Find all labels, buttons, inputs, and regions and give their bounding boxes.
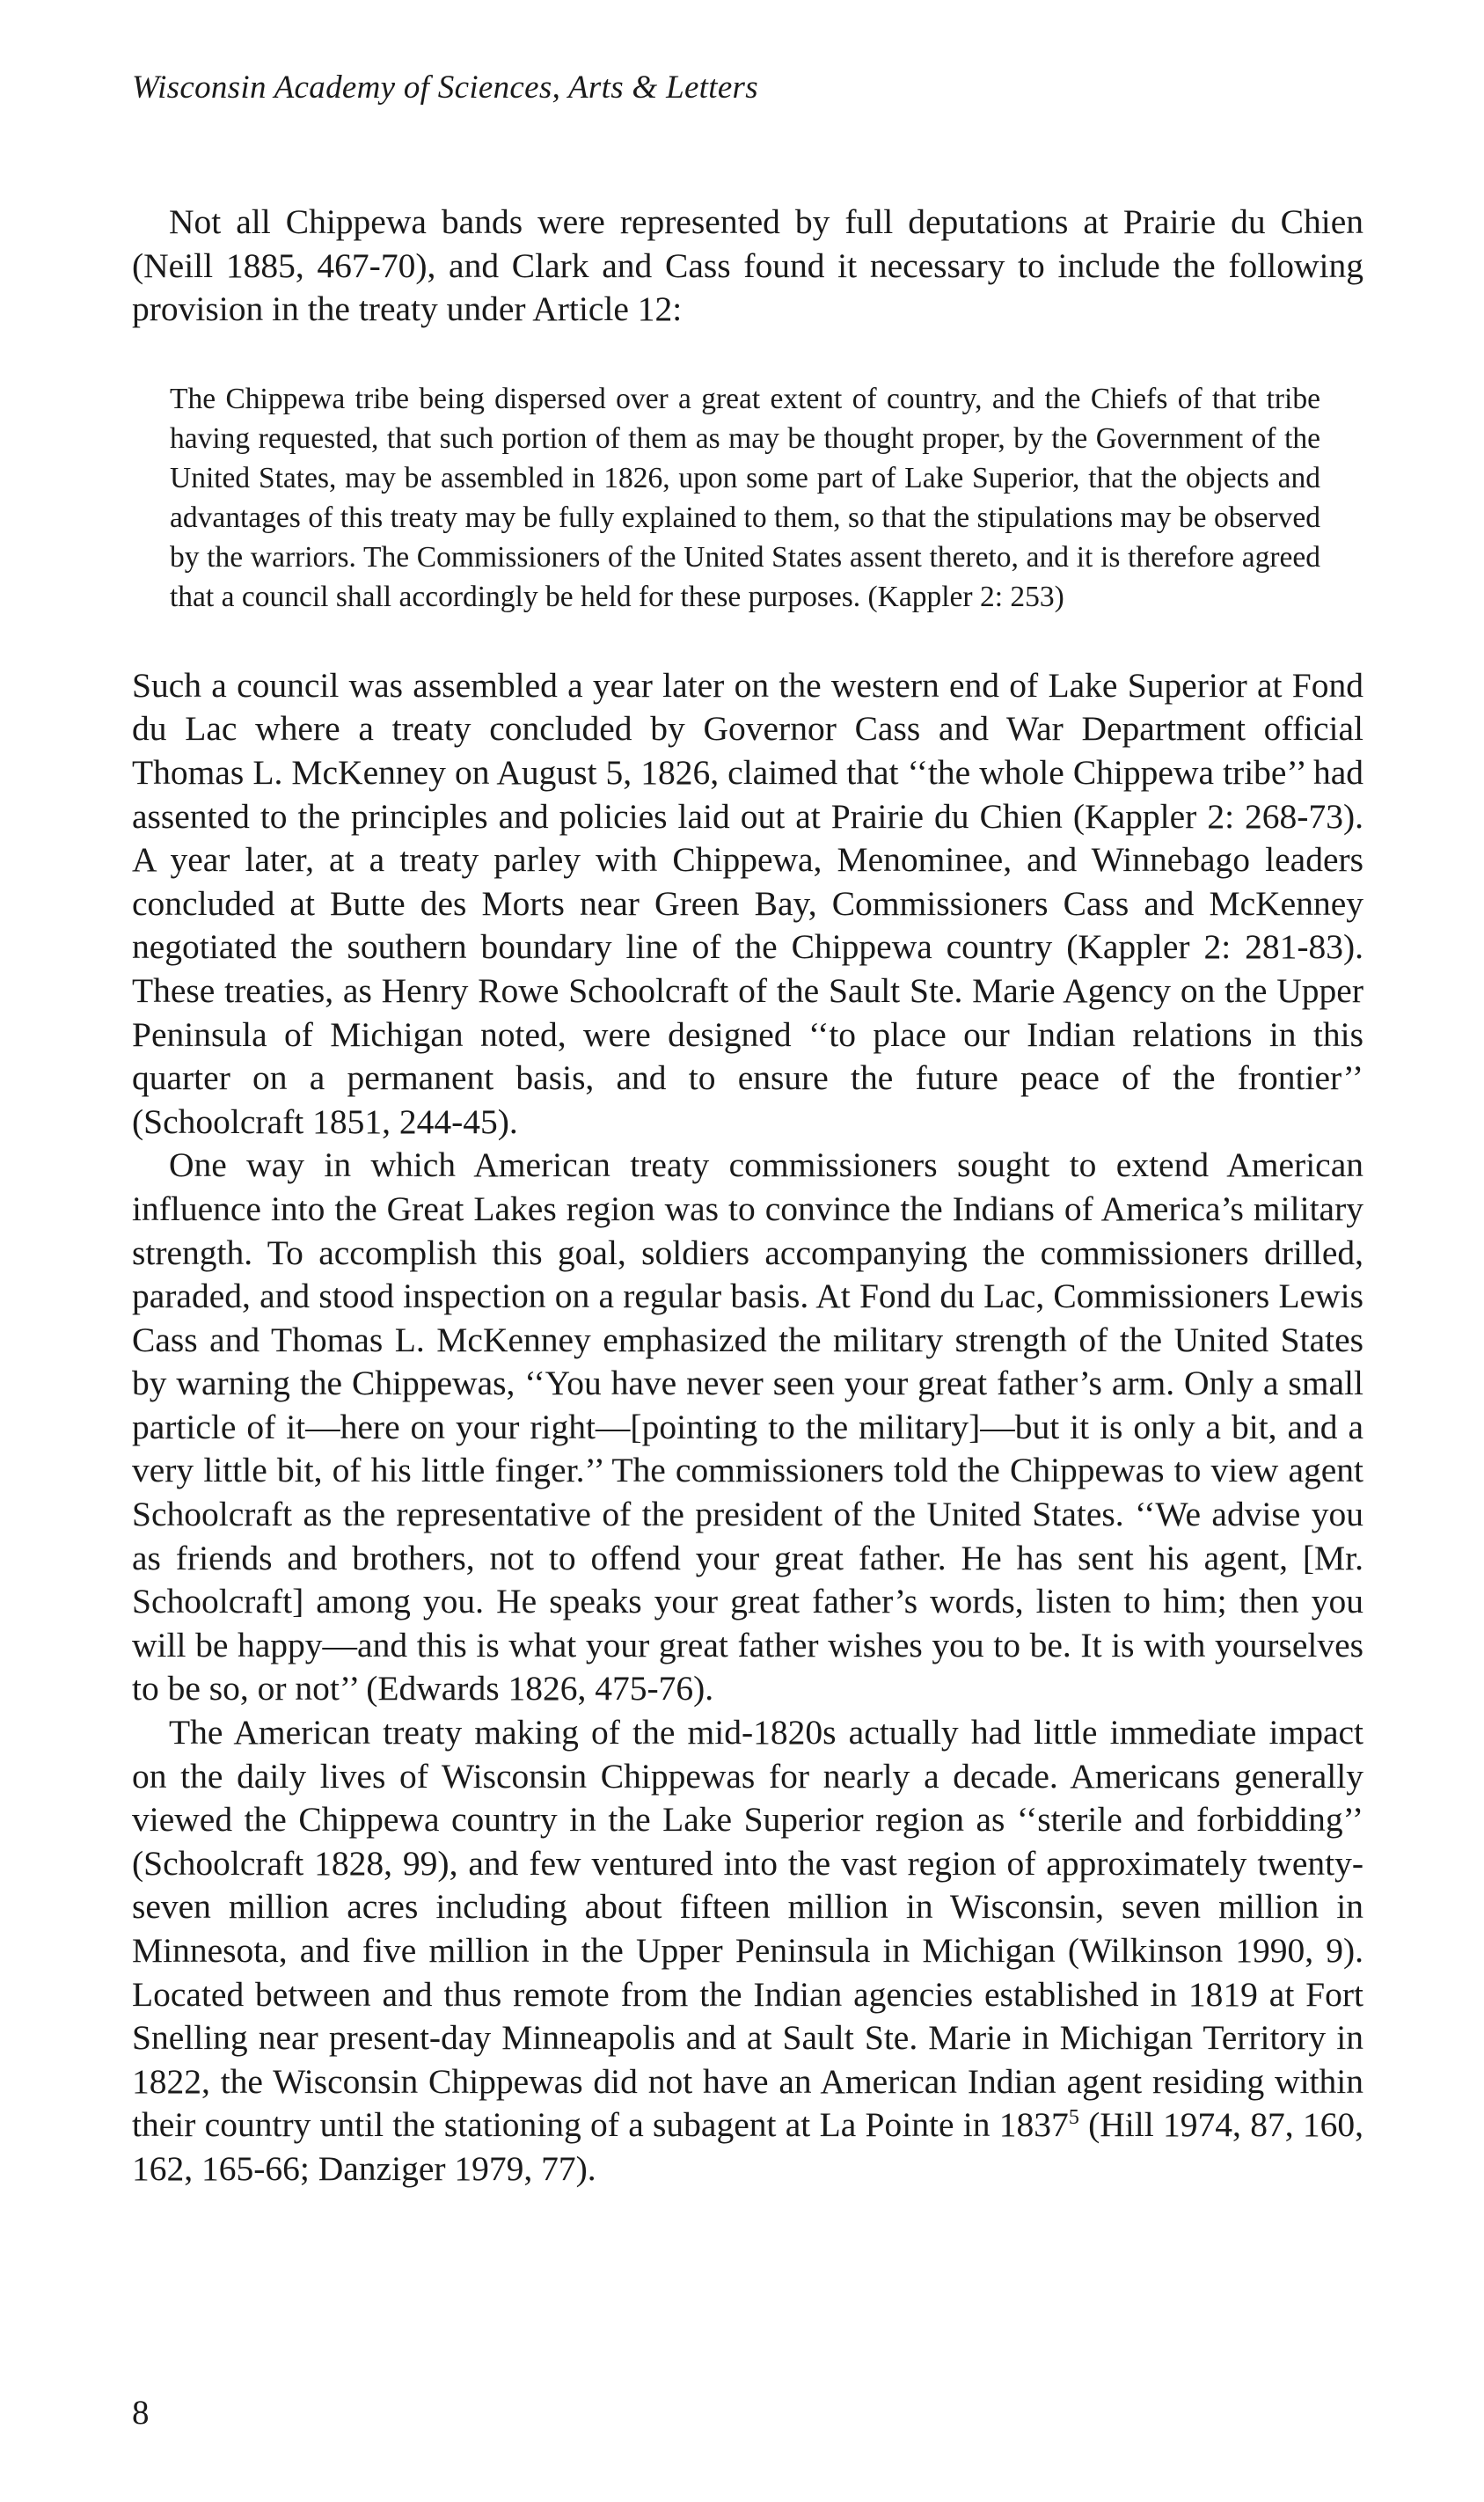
page-number: 8	[132, 2394, 150, 2432]
footnote-marker[interactable]: 5	[1068, 2106, 1079, 2130]
block-quote-treaty-article: The Chippewa tribe being dispersed over a great extent of country, and the Chiefs of that tribe having requested, that such portion of them as may be thought proper, by the Government of the United States, may be assembled in 1826, upon some part of Lake Superior, that the objects and advantages of this treaty may be fully explained to them, so that the stipulations may be observed by the warriors. The Commissioners of the United States assent thereto, and it is therefore agreed that a council shall accordingly be held for these purposes. (Kappler 2: 253)	[170, 382, 1320, 613]
paragraph-treaty-impact-citation: (Hill 1974, 87, 160, 162, 165-66; Danziger 1979, 77).	[132, 2105, 1363, 2188]
paragraph-intro: Not all Chippewa bands were represented by full deputations at Prairie du Chien (Neill 1885, 467-70), and Clark and Cass found it necessary to include the following provision in the treaty under Article 12:	[132, 202, 1363, 329]
paragraph-treaty-impact	[132, 1711, 1363, 2191]
body-text	[132, 201, 1363, 2191]
paragraph-treaty-impact-text: The American treaty making of the mid-1820s actually had little immediate impact on the daily lives of Wisconsin Chippewas for nearly a decade. Americans generally viewed the Chippewa country in the Lake Superior region as ‘‘sterile and forbidding’’ (Schoolcraft 1828, 99), and few ventured into the vast region of approximately twenty-seven million acres including about fifteen million in Wisconsin, seven million in Minnesota, and five million in the Upper Peninsula in Michigan (Wilkinson 1990, 9). Located between and thus remote from the Indian agencies established in 1819 at Fort Snelling near present-day Minneapolis and at Sault Ste. Marie in Michigan Territory in 1822, the Wisconsin Chippewas did not have an American Indian agent residing within their country until the stationing of a subagent at La Pointe in 1837	[132, 1713, 1363, 2145]
running-header: Wisconsin Academy of Sciences, Arts & Letters	[132, 70, 758, 106]
paragraph-fond-du-lac-council: Such a council was assembled a year later on the western end of Lake Superior at Fond du Lac where a treaty concluded by Governor Cass and War Department official Thomas L. McKenney on August 5, 1826, claimed that ‘‘the whole Chippewa tribe’’ had assented to the principles and policies laid out at Prairie du Chien (Kappler 2: 268-73). A year later, at a treaty parley with Chippewa, Menominee, and Winnebago leaders concluded at Butte des Morts near Green Bay, Commissioners Cass and McKenney negotiated the southern boundary line of the Chippewa country (Kappler 2: 281-83). These treaties, as Henry Rowe Schoolcraft of the Sault Ste. Marie Agency on the Upper Peninsula of Michigan noted, were designed ‘‘to place our Indian relations in this quarter on a permanent basis, and to ensure the future peace of the frontier’’ (Schoolcraft 1851, 244-45).	[132, 665, 1363, 1141]
paragraph-military-strength: One way in which American treaty commissioners sought to extend American influence into the Great Lakes region was to convince the Indians of America’s military strength. To accomplish this goal, soldiers accompanying the commissioners drilled, paraded, and stood inspection on a regular basis. At Fond du Lac, Commissioners Lewis Cass and Thomas L. McKenney emphasized the military strength of the United States by warning the Chippewas, ‘‘You have never seen your great father’s arm. Only a small particle of it—here on your right—[pointing to the military]—but it is only a bit, and a very little bit, of his little finger.’’ The commissioners told the Chippewas to view agent Schoolcraft as the representative of the president of the United States. ‘‘We advise you as friends and brothers, not to offend your great father. He has sent his agent, [Mr. Schoolcraft] among you. He speaks your great father’s words, listen to him; then you will be happy—and this is what your great father wishes you to be. It is with yourselves to be so, or not’’ (Edwards 1826, 475-76).	[132, 1145, 1363, 1708]
